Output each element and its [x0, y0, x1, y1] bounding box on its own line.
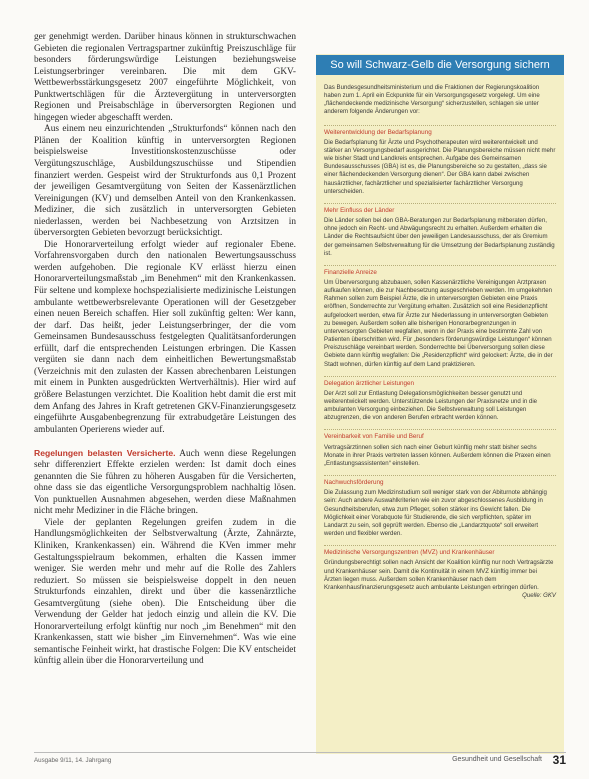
- sidebar-section-title: Nachwuchsförderung: [324, 479, 384, 487]
- sidebar-section-text: Die Länder sollen bei den GBA-Beratungen zur Bedarfsplanung mitberaten dürfen, ohne jedoch ein Recht- und Abwägungsrecht zu erhalten. Außerdem erhalten die Länder die Rechtsaufsicht über den jeweiligen Landesausschuss, der als Gremium der gemeinsamen Selbstverwaltung für die Umsetzung der Bedarfsplanung zuständig ist.: [324, 217, 555, 257]
- sidebar-section: [324, 265, 556, 369]
- sidebar-section-title: Mehr Einfluss der Länder: [324, 206, 395, 214]
- source-note: Quelle: GKV: [522, 591, 556, 599]
- sidebar-section: [324, 125, 556, 196]
- sidebar-section-text: Gründungsberechtigt sollen nach Ansicht der Koalition künftig nur noch Vertragsärzte und Krankenhäuser sein. Damit die Kontinuität in einem MVZ künftig immer bei Ärzten liegen muss. Außerdem sollen Krankenhäuser nach dem Krankenhausfinanzierungsgesetz auch ambulante Leistungen erbringen dürfen.: [324, 559, 554, 591]
- sidebar-intro: Das Bundesgesundheitsministerium und die Fraktionen der Regierungskoalition haben zum 1. April ein Eckpunkte für ein Versorgungsgesetz vorgelegt. Um eine „flächendeckende medizinische Versorgung“ sicherzustellen, schlagen sie unter anderem folgende Änderungen vor:: [324, 84, 540, 116]
- sidebar-section-title: Delegation ärztlicher Leistungen: [324, 379, 414, 387]
- sidebar-section-text: Der Arzt soll zur Entlastung Delegationsmöglichkeiten besser genutzt und weiterentwickelt werden. Unterstützende Leistungen der Praxisnetze und in die ambulanten Versorgung einbeziehen. Die Selbstverwaltung soll Leistungen abzugrenzen, die von anderen Berufen erbracht werden können.: [324, 389, 538, 422]
- page-number: 31: [552, 753, 566, 767]
- page-footer: [34, 752, 566, 769]
- sidebar-section-text: Die Bedarfsplanung für Ärzte und Psychotherapeuten wird weiterentwickelt und stärker an Versorgungsbedarf ausgerichtet. Die Planungsbereiche müssen nicht mehr wie bisher Stadt und Landkreis entsprechen. Aufgabe des Gemeinsamen Bundesausschusses (GBA) ist es, die Planungsbereiche so zu gestalten, „dass sie einer flächendeckenden Versorgung dienen“. Der GBA kann dabei zwischen hausärztlicher, fachärztlicher und spezialisierter fachärztlicher Versorgung unterscheiden.: [324, 138, 556, 195]
- paragraph: Die Honorarverteilung erfolgt wieder auf regionaler Ebene. Vorfahrensvorgaben durch den nationalen Bewertungsausschuss werden aufgehoben. Die regionale KV erlässt hierzu einen Honorarverteilungsmaßstab „im Benehmen“ mit den Krankenkassen. Für seltene und komplexe hochspezialisierte medizinische Leistungen ambulante wettbewerbsrelevante Operationen will der Gesetzgeber einen neuen Bereich schaffen. Hier soll zukünftig gelten: Wer kann, der darf. Das heißt, jeder Leistungserbringer, der die vom Gemeinsamen Bundesausschuss festgelegten Qualitätsanforderungen erfüllt, darf die entsprechenden Leistungen erbringen. Die Kassen vergüten sie dann nach dem einheitlichen Bewertungsmaßstab (Verzeichnis mit den zulasten der Kassen abrechenbaren Leistungen mit einem in Punkten ausgedrückten Wertverhältnis). Hier wird auf größere Belastungen verzichtet. Die Koalition hebt damit die erst mit dem Anfang des Jahres in Kraft getretenen GKV-Finanzierungsgesetz eingeführte Ausgabenbegrenzung für extrabudgetäre Leistungen des ambulanten Operierens wieder auf.: [34, 239, 296, 435]
- sidebar-section-text: Vertragsärztinnen sollen sich nach einer Geburt künftig mehr statt bisher sechs Monate in ihrer Praxis vertreten lassen können. Außerdem können die Praxen einen „Entlastungsassistenten“ einstellen.: [324, 443, 551, 467]
- paragraph: Aus einem neu einzurichtenden „Strukturfonds“ können nach den Plänen der Koalition künftig in unterversorgten Regionen beispielsweise Investitionskostenzuschüsse oder Vergütungszuschläge, Ausbildungszuschüsse und Stipendien finanziert werden. Gespeist wird der Strukturfonds aus 0,1 Prozent der jeweiligen Gesamtvergütung von Seiten der Kassenärztlichen Vereinigungen (KV) und demselben Anteil von den Krankenkassen. Mediziner, die sich zusätzlich in unterversorgten Gebieten niederlassen, werden bei Nachbesetzung von Arztsitzen in überversorgten Gebieten bevorzugt berücksichtigt.: [34, 124, 296, 239]
- sidebar-section-title: Vereinbarkeit von Familie und Beruf: [324, 433, 424, 441]
- sidebar-section-title: Medizinische Versorgungszentren (MVZ) und Krankenhäuser: [324, 549, 495, 557]
- sidebar-section: [324, 203, 556, 258]
- sidebar-section: [324, 545, 556, 600]
- sidebar-body: [324, 84, 556, 607]
- sidebar-title: So will Schwarz-Gelb die Versorgung sichern: [316, 55, 564, 75]
- paragraph-text: Auch wenn diese Regelungen sehr differenziert Effekte erzielen werden: Ist damit doch eines genannten die Sie führen zu höheren Ausgaben für die Versicherten, ohne dass sie das eigentliche Versorgungsproblem nachhaltig lösen. Von punktuellen Ausnahmen abgesehen, werden diese Maßnahmen nicht mehr Mediziner in die Fläche bringen.: [34, 448, 296, 517]
- sidebar-section: [324, 376, 556, 423]
- sidebar-section: [324, 429, 556, 468]
- sidebar-section-text: Die Zulassung zum Medizinstudium soll weniger stark von der Abiturnote abhängig sein: Auch andere Auswahlkriterien wie ein zuvor abgeschlossenes Ausbildung in Gesundheitsberufen, etwa zum Pfleger, sollen stärker ins Gewicht fallen. Die Möglichkeit einer Vorabquote für Studierende, die sich verpflichten, später im Landarzt zu sein, soll geprüft werden. Ebenso die „Landarztquote“ soll erweitert werden und flexibler werden.: [324, 489, 547, 538]
- section-lead: Regelungen belasten Versicherte.: [34, 447, 176, 458]
- section-name: Gesundheit und Gesellschaft: [452, 756, 542, 763]
- sidebar-section-title: Weiterentwicklung der Bedarfsplanung: [324, 128, 432, 136]
- paragraph: [34, 448, 296, 518]
- issue-info: Ausgabe 9/11, 14. Jahrgang: [34, 757, 112, 764]
- sidebar-section-text: Um Überversorgung abzubauen, sollen Kassenärztliche Vereinigungen Arztpraxen aufkaufen können, die zur Nachbesetzung ausgeschrieben werden. Im umgekehrten Rahmen sollen zum Beispiel Ärzte, die in unterversorgten Gebieten eine Praxis eröffnen, Sonderrechte zur Vergütung erhalten. Zusätzlich soll eine Residenzpflicht aufgelockert werden, etwa für Ärzte zur Niederlassung in unterversorgten Gebieten zu bewegen. Außerdem sollen alle bisherigen Honorarbegrenzungen in unterversorgten Gebieten wegfallen, wenn in der Praxis eine bestimmte Zahl von Patienten überschritten wird. Für „besonders förderungswürdige Leistungen“ können Preiszuschläge vereinbart werden. Sonderrechte bei Überversorgung sollen diese Gebiete dann künftig wegfallen: Die „Residenzpflicht“ wird gelockert: Ärzte, die in der Stadt wohnen, dürfen künftig auf dem Land praktizieren.: [324, 278, 553, 368]
- sidebar-section: [324, 475, 556, 538]
- sidebar-box: [316, 54, 564, 754]
- paragraph: ger genehmigt werden. Darüber hinaus können in strukturschwachen Gebieten die regionalen Vertragspartner zukünftig Preiszuschläge für besonders förderungswürdige Leistungen beziehungsweise Leistungserbringer vereinbaren. Die mit dem GKV-Wettbewerbsstärkungsgesetz 2007 eingeführte Möglichkeit, von Punktwertschlägen für die Ärztevergütung in unterversorgten Regionen und Preisabschläge in überversorgten Regionen und hingegen wieder abgeschafft werden.: [34, 32, 296, 123]
- paragraph: Viele der geplanten Regelungen greifen zudem in die Handlungsmöglichkeiten der Selbstverwaltung (Ärzte, Zahnärzte, Kliniken, Krankenkassen) ein. Während die KVen immer mehr Gestaltungsspielraum bekommen, erhalten die Kassen immer weniger. Sie werden mehr und mehr auf die Rolle des Zahlers reduziert. So müssen sie beispielsweise doppelt in den neuen Strukturfonds einzahlen, direkt und über die kassenärztliche Gesamtvergütung (siehe oben). Die Entscheidung über die Verwendung der Gelder hat jedoch einzig und allein die KV. Die Honorarverteilung erfolgt künftig nur noch „im Benehmen“ mit den Krankenkassen, statt wie bisher „im Einvernehmen“. Was wie eine semantische Feinheit wirkt, hat drastische Folgen: Die KV entscheidet künftig allein über die Honorarverteilung und: [34, 517, 296, 667]
- article-body: [34, 32, 296, 668]
- sidebar-section-title: Finanzielle Anreize: [324, 268, 377, 276]
